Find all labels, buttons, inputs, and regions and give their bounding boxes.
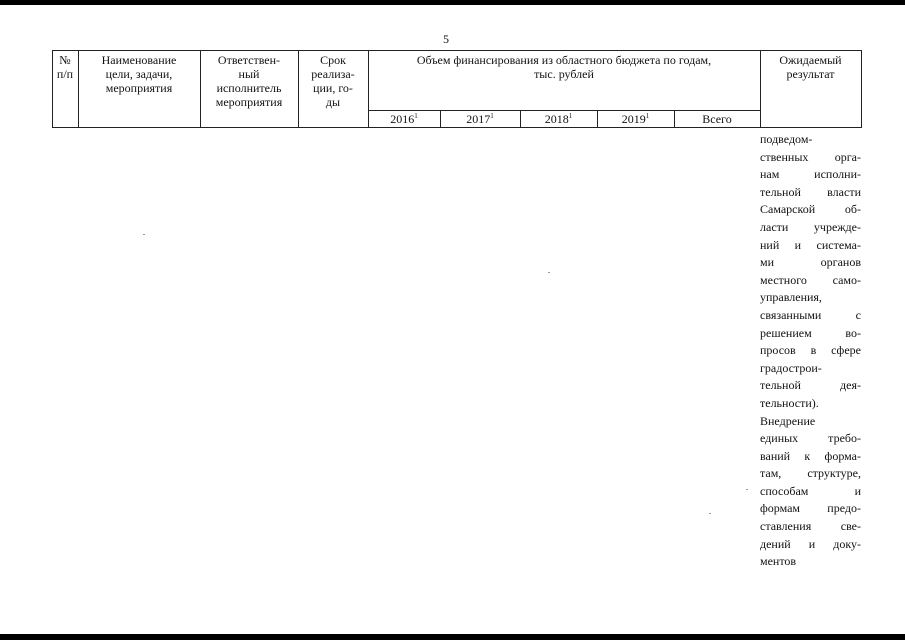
result-word: и <box>808 536 816 551</box>
result-word: дений <box>760 536 791 551</box>
result-word: система- <box>816 237 861 252</box>
result-word: ваний <box>760 448 791 463</box>
result-line <box>760 201 861 219</box>
result-word: власти <box>827 184 861 199</box>
result-word: ственных <box>760 149 809 164</box>
header-result: Ожидаемый результат <box>779 53 842 81</box>
result-word: форма- <box>824 448 861 463</box>
result-word: подведом- <box>760 132 813 146</box>
result-line <box>760 254 861 272</box>
result-word: структуре, <box>807 466 861 481</box>
result-word: исполни- <box>814 167 861 182</box>
result-word: формам <box>760 501 801 516</box>
expected-result-text <box>760 131 861 571</box>
year-2019: 2019$^1$ <box>621 112 650 126</box>
result-line <box>760 289 861 307</box>
header-num: № п/п <box>56 53 74 81</box>
result-word: ний <box>760 237 780 252</box>
result-line <box>760 184 861 202</box>
result-line <box>760 307 861 325</box>
result-word: Самарской <box>760 202 816 217</box>
result-line <box>760 430 861 448</box>
scan-speck <box>548 272 550 273</box>
result-line <box>760 360 861 378</box>
result-word: ментов <box>760 554 797 569</box>
result-word: предо- <box>827 501 861 516</box>
result-word: связанными <box>760 307 822 322</box>
result-word: сфере <box>831 343 861 358</box>
result-line <box>760 465 861 483</box>
result-line <box>760 483 861 501</box>
result-line <box>760 342 861 360</box>
result-word: органов <box>820 255 861 270</box>
result-word: управления, <box>760 290 822 305</box>
page-number: 5 <box>443 32 449 46</box>
result-word: к <box>804 448 811 463</box>
result-line <box>760 325 861 343</box>
year-2017: 2017$^1$ <box>466 112 494 126</box>
header-executor: Ответствен- ный исполнитель мероприятия <box>215 53 283 109</box>
result-word: тельной <box>760 184 801 199</box>
result-word: градострои- <box>760 360 822 375</box>
result-line <box>760 413 861 431</box>
result-word: учрежде- <box>813 219 861 234</box>
result-line <box>760 518 861 536</box>
result-word: просов <box>760 343 796 358</box>
result-line <box>760 219 861 237</box>
result-word: там, <box>760 466 782 481</box>
result-word: нам <box>760 167 780 182</box>
year-2016: 2016$^1$ <box>390 112 418 126</box>
result-line <box>760 166 861 184</box>
result-word: орга- <box>834 149 861 164</box>
year-2018: 2018$^1$ <box>544 112 573 126</box>
result-word: с <box>855 307 861 322</box>
result-word: об- <box>844 202 861 217</box>
result-line <box>760 272 861 290</box>
result-word: ми <box>760 255 775 270</box>
result-word: способам <box>760 483 809 498</box>
result-word: Внедрение <box>760 413 816 428</box>
scan-speck <box>709 513 711 514</box>
result-word: требо- <box>828 431 861 446</box>
year-total: Всего <box>702 112 732 126</box>
result-line <box>760 395 861 413</box>
result-word: све- <box>840 519 861 534</box>
scan-speck <box>143 234 145 235</box>
header-funding: Объем финансирования из областного бюджета по годам, тыс. рублей <box>416 53 712 81</box>
result-line <box>760 448 861 466</box>
result-line <box>760 536 861 554</box>
result-word: тельности). <box>760 395 819 410</box>
result-word: доку- <box>833 536 861 551</box>
result-line <box>760 149 861 167</box>
result-line <box>760 377 861 395</box>
result-word: тельной <box>760 378 801 393</box>
result-word: само- <box>832 272 861 287</box>
result-word: дея- <box>840 378 861 393</box>
result-line <box>760 237 861 255</box>
scan-speck <box>746 489 748 490</box>
result-word: ласти <box>760 219 789 234</box>
result-line <box>760 131 861 149</box>
bottom-border <box>0 634 905 640</box>
header-term: Срок реализа- ции, го- ды <box>311 53 355 109</box>
result-word: и <box>794 237 802 252</box>
result-word: во- <box>845 325 861 340</box>
header-name: Наименование цели, задачи, мероприятия <box>101 53 177 95</box>
result-word: ставления <box>760 519 812 534</box>
result-word: единых <box>760 431 799 446</box>
result-word: в <box>810 343 817 358</box>
result-word: местного <box>760 272 807 287</box>
result-line <box>760 500 861 518</box>
top-border <box>0 0 905 5</box>
result-word: решением <box>760 325 812 340</box>
result-line <box>760 553 861 571</box>
result-word: и <box>854 483 861 498</box>
